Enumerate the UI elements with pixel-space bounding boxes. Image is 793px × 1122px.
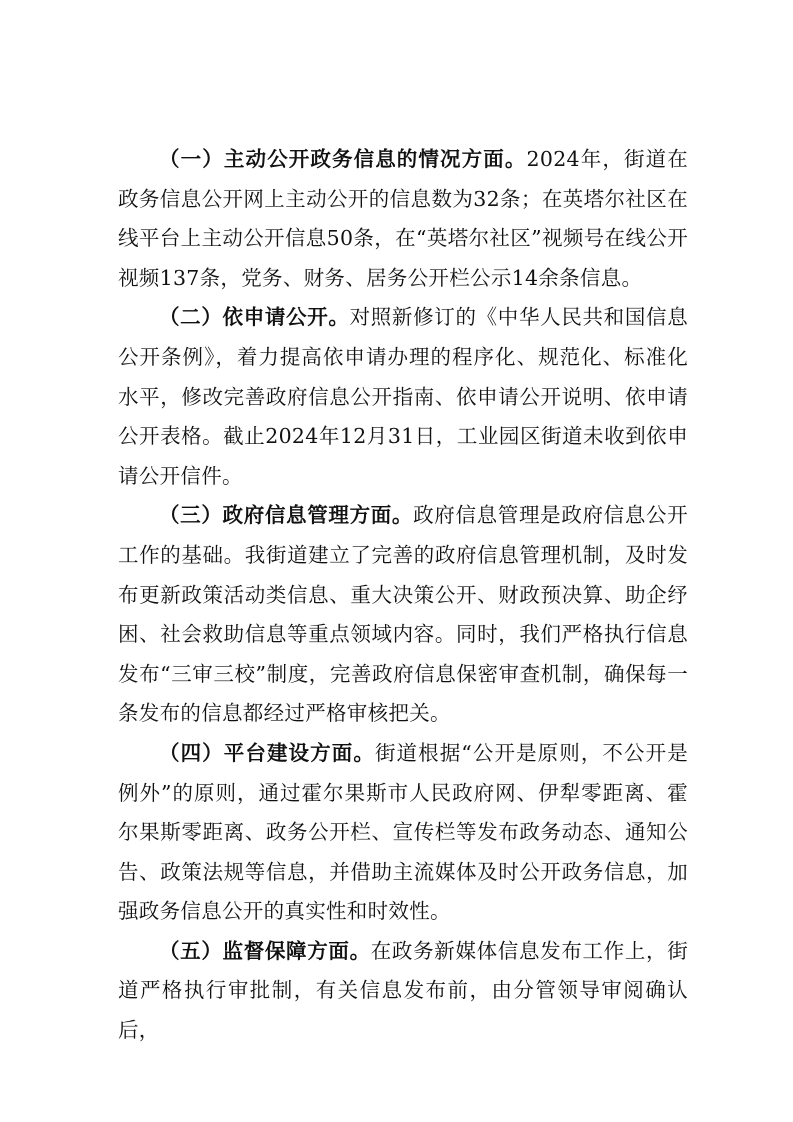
paragraph-proactive-disclosure [118, 140, 688, 298]
paragraph-heading: （一）主动公开政务信息的情况方面。 [159, 147, 527, 171]
paragraph-platform-construction [118, 734, 688, 932]
document-body [118, 140, 688, 1051]
paragraph-text: 2024年，街道在政务信息公开网上主动公开的信息数为32条；在英塔尔社区在线平台上主动公开信息50条，在“英塔尔社区”视频号在线公开视频137条，党务、财务、居务公开栏公示14余条信息。 [118, 147, 688, 290]
paragraph-information-management [118, 496, 688, 734]
paragraph-heading: （四）平台建设方面。 [159, 740, 375, 765]
paragraph-application-disclosure [118, 298, 688, 496]
paragraph-text: 街道根据“公开是原则，不公开是例外”的原则，通过霍尔果斯市人民政府网、伊犁零距离、霍尔果斯零距离、政务公开栏、宣传栏等发布政务动态、通知公告、政策法规等信息，并借助主流媒体及时公开政务信息，加强政务信息公开的真实性和时效性。 [118, 740, 689, 924]
paragraph-text: 政府信息管理是政府信息公开工作的基础。我街道建立了完善的政府信息管理机制，及时发布更新政策活动类信息、重大决策公开、财政预决算、助企纾困、社会救助信息等重点领域内容。同时，我们严格执行信息发布“三审三校”制度，完善政府信息保密审查机制，确保每一条发布的信息都经过严格审核把关。 [118, 503, 688, 726]
paragraph-heading: （三）政府信息管理方面。 [159, 503, 414, 528]
paragraph-supervision [118, 932, 688, 1051]
paragraph-text: 对照新修订的《中华人民共和国信息公开条例》，着力提高依申请办理的程序化、规范化、标准化水平，修改完善政府信息公开指南、依申请公开说明、依申请公开表格。截止2024年12月31日，工业园区街道未收到依申请公开信件。 [118, 305, 688, 488]
paragraph-heading: （二）依申请公开。 [159, 305, 350, 330]
paragraph-text: 在政务新媒体信息发布工作上，街道严格执行审批制，有关信息发布前，由分管领导审阅确认后， [118, 938, 688, 1043]
paragraph-heading: （五）监督保障方面。 [159, 938, 371, 963]
